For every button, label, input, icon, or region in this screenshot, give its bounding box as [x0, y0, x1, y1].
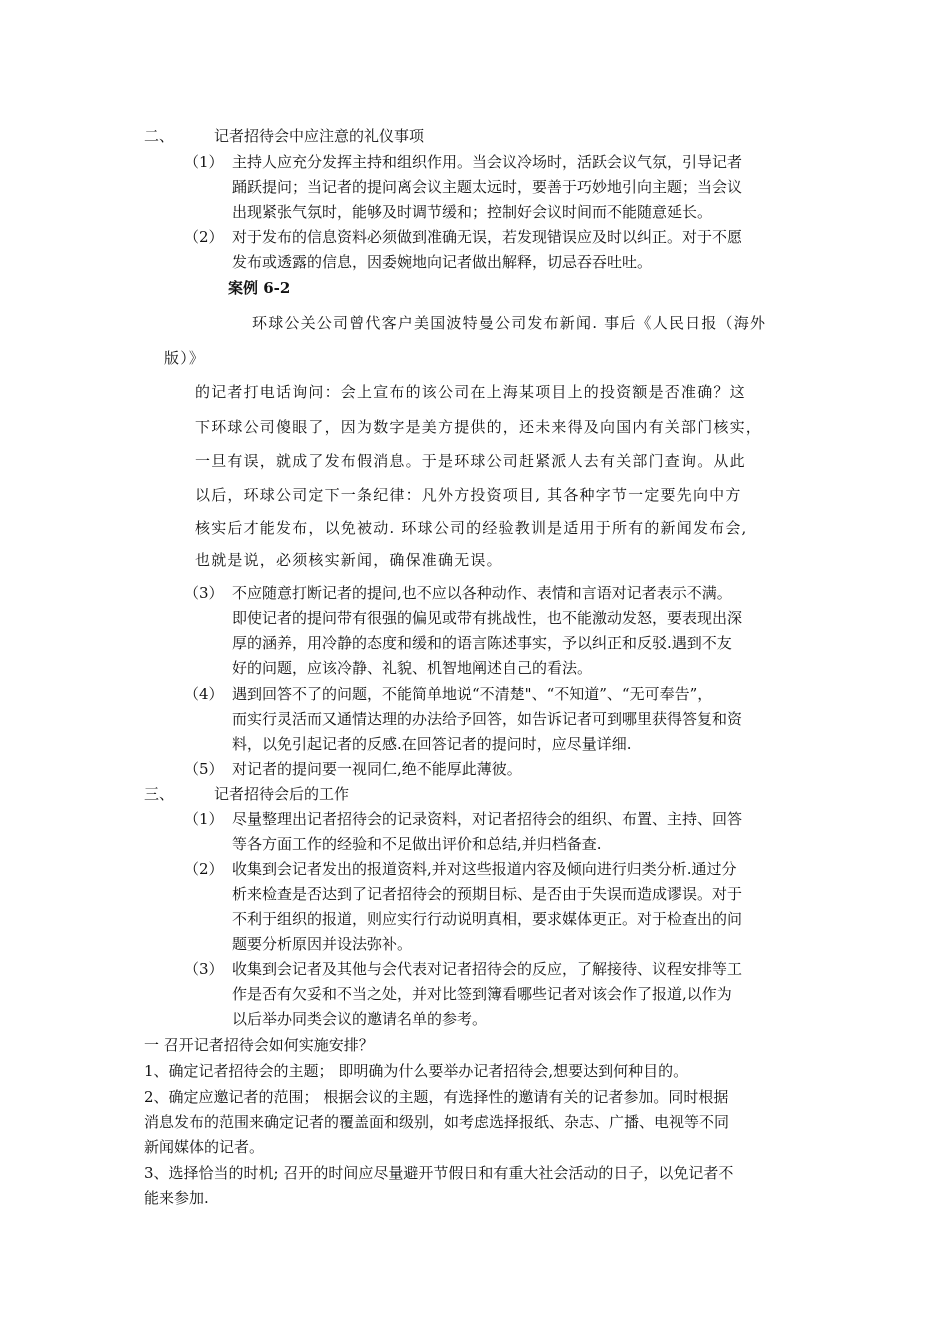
item-text-line: 遇到回答不了的问题，不能简单地说“不清楚"、“不知道”、“无可奉告”，: [232, 685, 713, 703]
section-3-number: 三、: [144, 785, 175, 803]
case-text-line: 的记者打电话询问：会上宣布的该公司在上海某项目上的投资额是否准确？这: [195, 383, 746, 401]
item-text-line: 主持人应充分发挥主持和组织作用。当会议冷场时，活跃会议气氛，引导记者: [232, 153, 743, 171]
case-text-line: 下环球公司傻眼了，因为数字是美方提供的，还未来得及向国内有关部门核实，: [195, 418, 763, 436]
item-text-line: 出现紧张气氛时，能够及时调节缓和；控制好会议时间而不能随意延长。: [232, 203, 713, 221]
case-text-line: 一旦有误，就成了发布假消息。于是环球公司赶紧派人去有关部门查询。从此: [195, 452, 746, 470]
item-number: （1）: [184, 153, 224, 171]
paragraph-line: 新闻媒体的记者。: [144, 1138, 265, 1156]
item-text-line: 以后举办同类会议的邀请名单的参考。: [232, 1010, 488, 1028]
item-text-line: 等各方面工作的经验和不足做出评价和总结,并归档备查.: [232, 835, 602, 853]
item-number: （1）: [184, 810, 224, 828]
item-text-line: 而实行灵活而又通情达理的办法给予回答，如告诉记者可到哪里获得答复和资: [232, 710, 743, 728]
paragraph-line: 消息发布的范围来确定记者的覆盖面和级别，如考虑选择报纸、杂志、广播、电视等不同: [144, 1113, 730, 1131]
item-number: （4）: [184, 685, 224, 703]
case-text-line: 以后，环球公司定下一条纪律：凡外方投资项目, 其各种字节一定要先向中方: [195, 486, 742, 504]
item-text-line: 对于发布的信息资料必须做到准确无误，若发现错误应及时以纠正。对于不愿: [232, 228, 743, 246]
item-text-line: 厚的涵养，用冷静的态度和缓和的语言陈述事实，予以纠正和反驳.遇到不友: [232, 634, 732, 652]
section-1-title: 一 召开记者招待会如何实施安排？: [144, 1036, 374, 1054]
paragraph-line: 2、确定应邀记者的范围； 根据会议的主题，有选择性的邀请有关的记者参加。同时根据: [144, 1088, 729, 1106]
item-number: （3）: [184, 960, 224, 978]
item-text-line: 析来检查是否达到了记者招待会的预期目标、是否由于失误而造成谬误。对于: [232, 885, 743, 903]
item-text-line: 不应随意打断记者的提问,也不应以各种动作、表情和言语对记者表示不满。: [232, 584, 732, 602]
paragraph-line: 3、选择恰当的时机; 召开的时间应尽量避开节假日和有重大社会活动的日子，以免记者不: [144, 1164, 734, 1182]
item-text-line: 尽量整理出记者招待会的记录资料，对记者招待会的组织、布置、主持、回答: [232, 810, 743, 828]
case-text-line: 版）》: [164, 349, 206, 367]
item-text-line: 作是否有欠妥和不当之处，并对比签到簿看哪些记者对该会作了报道,以作为: [232, 985, 732, 1003]
item-text-line: 踊跃提问；当记者的提问离会议主题太远时，要善于巧妙地引向主题；当会议: [232, 178, 743, 196]
item-text-line: 不利于组织的报道，则应实行行动说明真相，要求媒体更正。对于检查出的问: [232, 910, 743, 928]
item-text-line: 料，以免引起记者的反感.在回答记者的提问时，应尽量详细.: [232, 735, 632, 753]
item-number: （5）: [184, 760, 224, 778]
paragraph-line: 能来参加.: [144, 1189, 209, 1207]
item-text-line: 收集到会记者及其他与会代表对记者招待会的反应，了解接待、议程安排等工: [232, 960, 743, 978]
section-2-number: 二、: [144, 127, 175, 145]
section-2-title: 记者招待会中应注意的礼仪事项: [214, 127, 425, 145]
item-number: （2）: [184, 228, 224, 246]
item-text-line: 好的问题，应该冷静、礼貌、机智地阐述自己的看法。: [232, 659, 593, 677]
item-text-line: 对记者的提问要一视同仁,绝不能厚此薄彼。: [232, 760, 522, 778]
case-text-line: 也就是说，必须核实新闻，确保准确无误。: [195, 551, 503, 569]
case-title: 案例 6-2: [228, 279, 291, 297]
item-text-line: 发布或透露的信息，因委婉地向记者做出解释，切忌吞吞吐吐。: [232, 253, 653, 271]
case-text-line: 核实后才能发布，以免被动. 环球公司的经验教训是适用于所有的新闻发布会,: [195, 519, 748, 537]
item-number: （2）: [184, 860, 224, 878]
section-3-title: 记者招待会后的工作: [214, 785, 350, 803]
case-text-line: 环球公关公司曾代客户美国波特曼公司发布新闻. 事后《人民日报（海外: [252, 314, 767, 332]
item-text-line: 即使记者的提问带有很强的偏见或带有挑战性，也不能激动发怒，要表现出深: [232, 609, 743, 627]
item-text-line: 收集到会记者发出的报道资料,并对这些报道内容及倾向进行归类分析.通过分: [232, 860, 737, 878]
paragraph-line: 1、确定记者招待会的主题； 即明确为什么要举办记者招待会,想要达到何种目的。: [144, 1062, 689, 1080]
item-number: （3）: [184, 584, 224, 602]
item-text-line: 题要分析原因并设法弥补。: [232, 935, 413, 953]
